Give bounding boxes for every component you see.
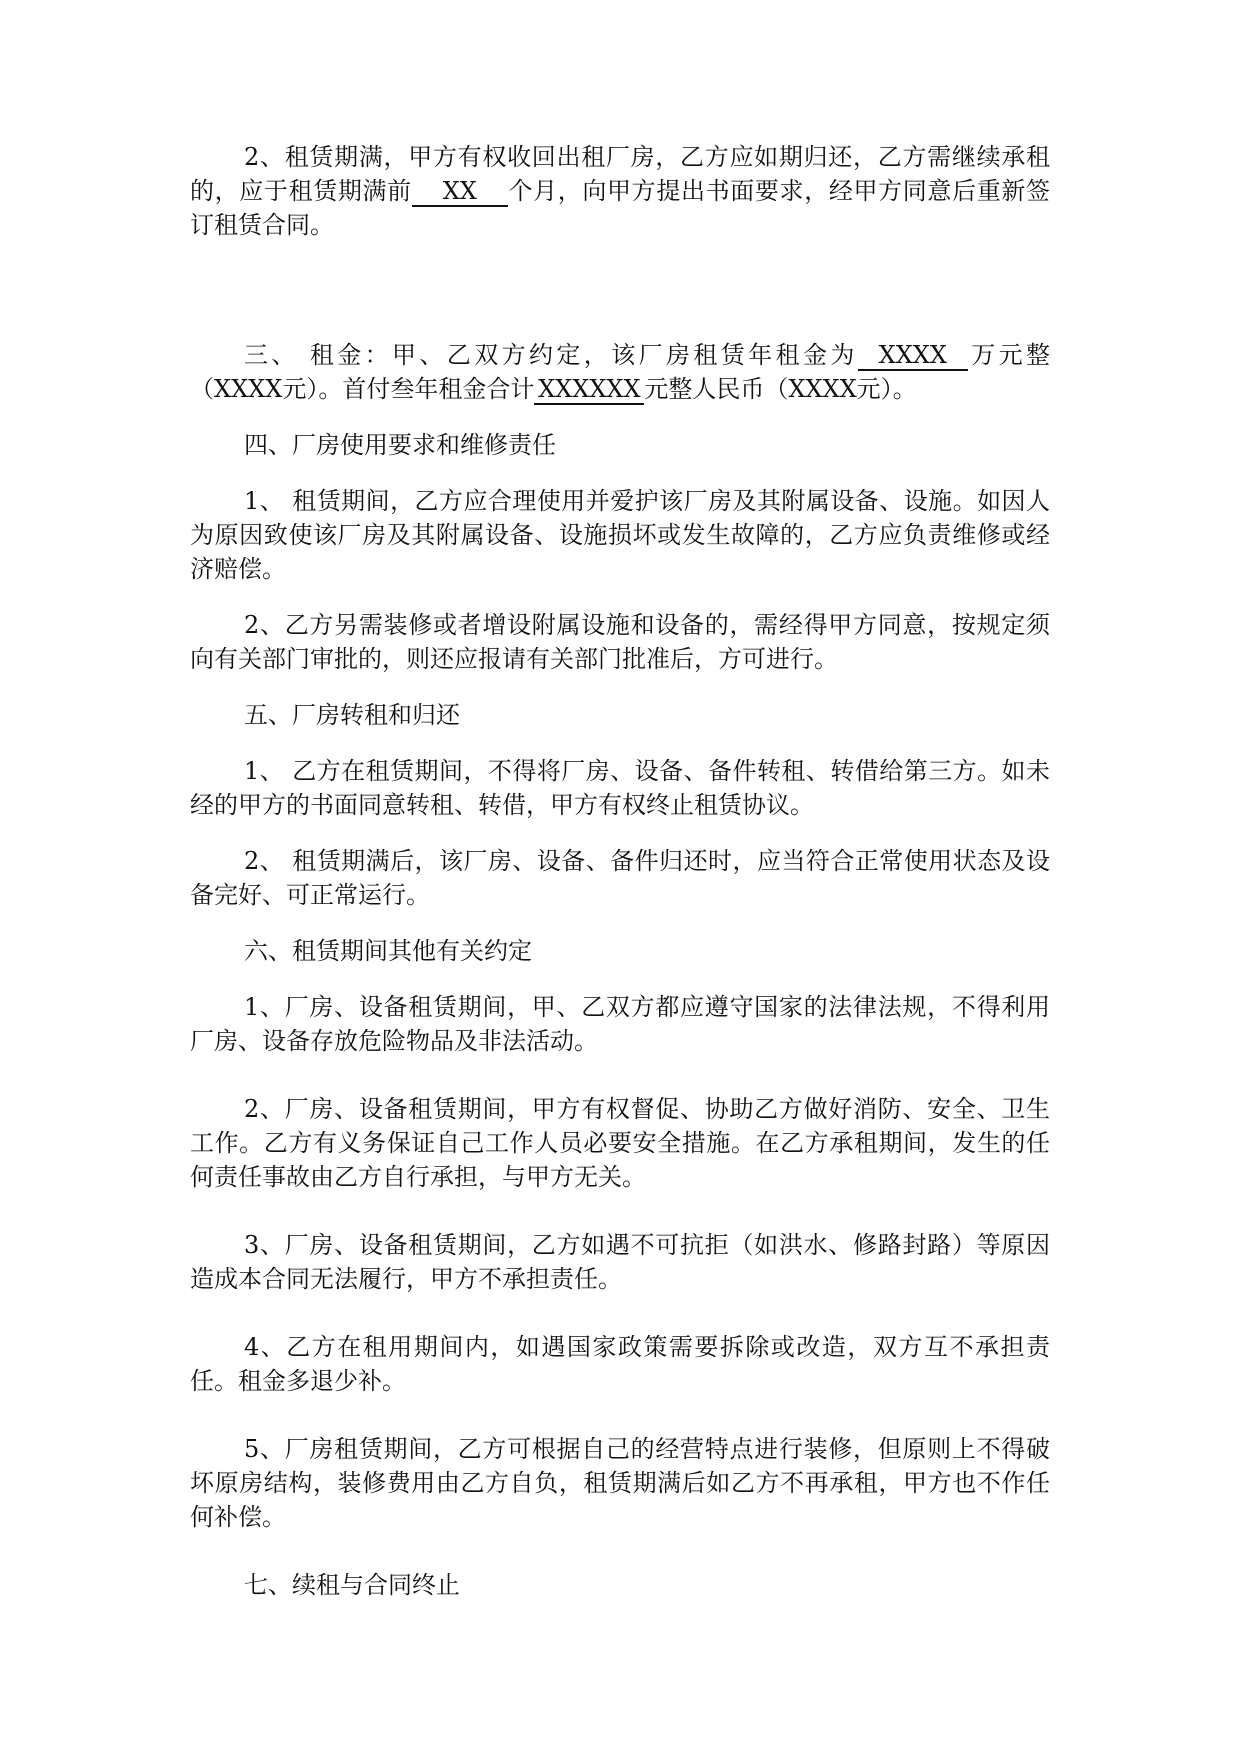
document-page	[190, 140, 1050, 1602]
section-4-clause-1: 1、 租赁期间，乙方应合理使用并爱护该厂房及其附属设备、设施。如因人为原因致使该厂房及其附属设备、设施损坏或发生故障的，乙方应负责维修或经济赔偿。	[190, 487, 1050, 583]
section-6-clause-3: 3、厂房、设备租赁期间，乙方如遇不可抗拒（如洪水、修路封路）等原因造成本合同无法履行，甲方不承担责任。	[190, 1231, 1050, 1293]
section-6-clause-2: 2、厂房、设备租赁期间，甲方有权督促、协助乙方做好消防、安全、卫生工作。乙方有义务保证自己工作人员必要安全措施。在乙方承租期间，发生的任何责任事故由乙方自行承担，与甲方无关。	[190, 1095, 1050, 1191]
clause-text: 个月，向甲方提出书面要求，经甲方同意后重新签订租赁合同。	[190, 177, 1051, 239]
section-5-clause-1: 1、 乙方在租赁期间，不得将厂房、设备、备件转租、转借给第三方。如未经的甲方的书面同意转租、转借，甲方有权终止租赁协议。	[190, 757, 1050, 819]
clause-text: 2、租赁期满，甲方有权收回出租厂房，乙方应如期归还，乙方需继续承租的，应于租赁期满前	[190, 143, 1050, 205]
section-6-clause-5: 5、厂房租赁期间，乙方可根据自己的经营特点进行装修，但原则上不得破坏原房结构，装修费用由乙方自负，租赁期满后如乙方不再承租，甲方也不作任何补偿。	[190, 1435, 1050, 1531]
section-text: 万元整（XXXX元）。首付叁年租金合计	[190, 341, 1050, 403]
fill-blank-months: XX	[412, 177, 508, 207]
section-6-title: 六、租赁期间其他有关约定	[244, 937, 532, 965]
section-4-title: 四、厂房使用要求和维修责任	[244, 431, 556, 459]
section-5-title: 五、厂房转租和归还	[244, 701, 460, 729]
section-6-clause-4: 4、乙方在租用期间内，如遇国家政策需要拆除或改造，双方互不承担责任。租金多退少补。	[190, 1333, 1050, 1395]
clause-2-renewal	[190, 140, 1050, 242]
section-7-title: 七、续租与合同终止	[244, 1571, 460, 1599]
section-4-clause-2: 2、乙方另需装修或者增设附属设施和设备的，需经得甲方同意，按规定须向有关部门审批的，则还应报请有关部门批准后，方可进行。	[190, 611, 1050, 673]
section-6-clause-1: 1、厂房、设备租赁期间，甲、乙双方都应遵守国家的法律法规，不得利用厂房、设备存放危险物品及非法活动。	[190, 993, 1050, 1055]
fill-blank-first-payment: XXXXXX	[534, 375, 644, 405]
section-5-clause-2: 2、 租赁期满后，该厂房、设备、备件归还时，应当符合正常使用状态及设备完好、可正常运行。	[190, 847, 1050, 909]
fill-blank-annual-rent: XXXX	[858, 341, 968, 371]
section-text: 元整人民币（XXXX元）。	[644, 375, 917, 403]
section-text: 三、 租金：甲、乙双方约定，该厂房租赁年租金为	[244, 341, 858, 369]
section-3-rent	[190, 338, 1050, 406]
